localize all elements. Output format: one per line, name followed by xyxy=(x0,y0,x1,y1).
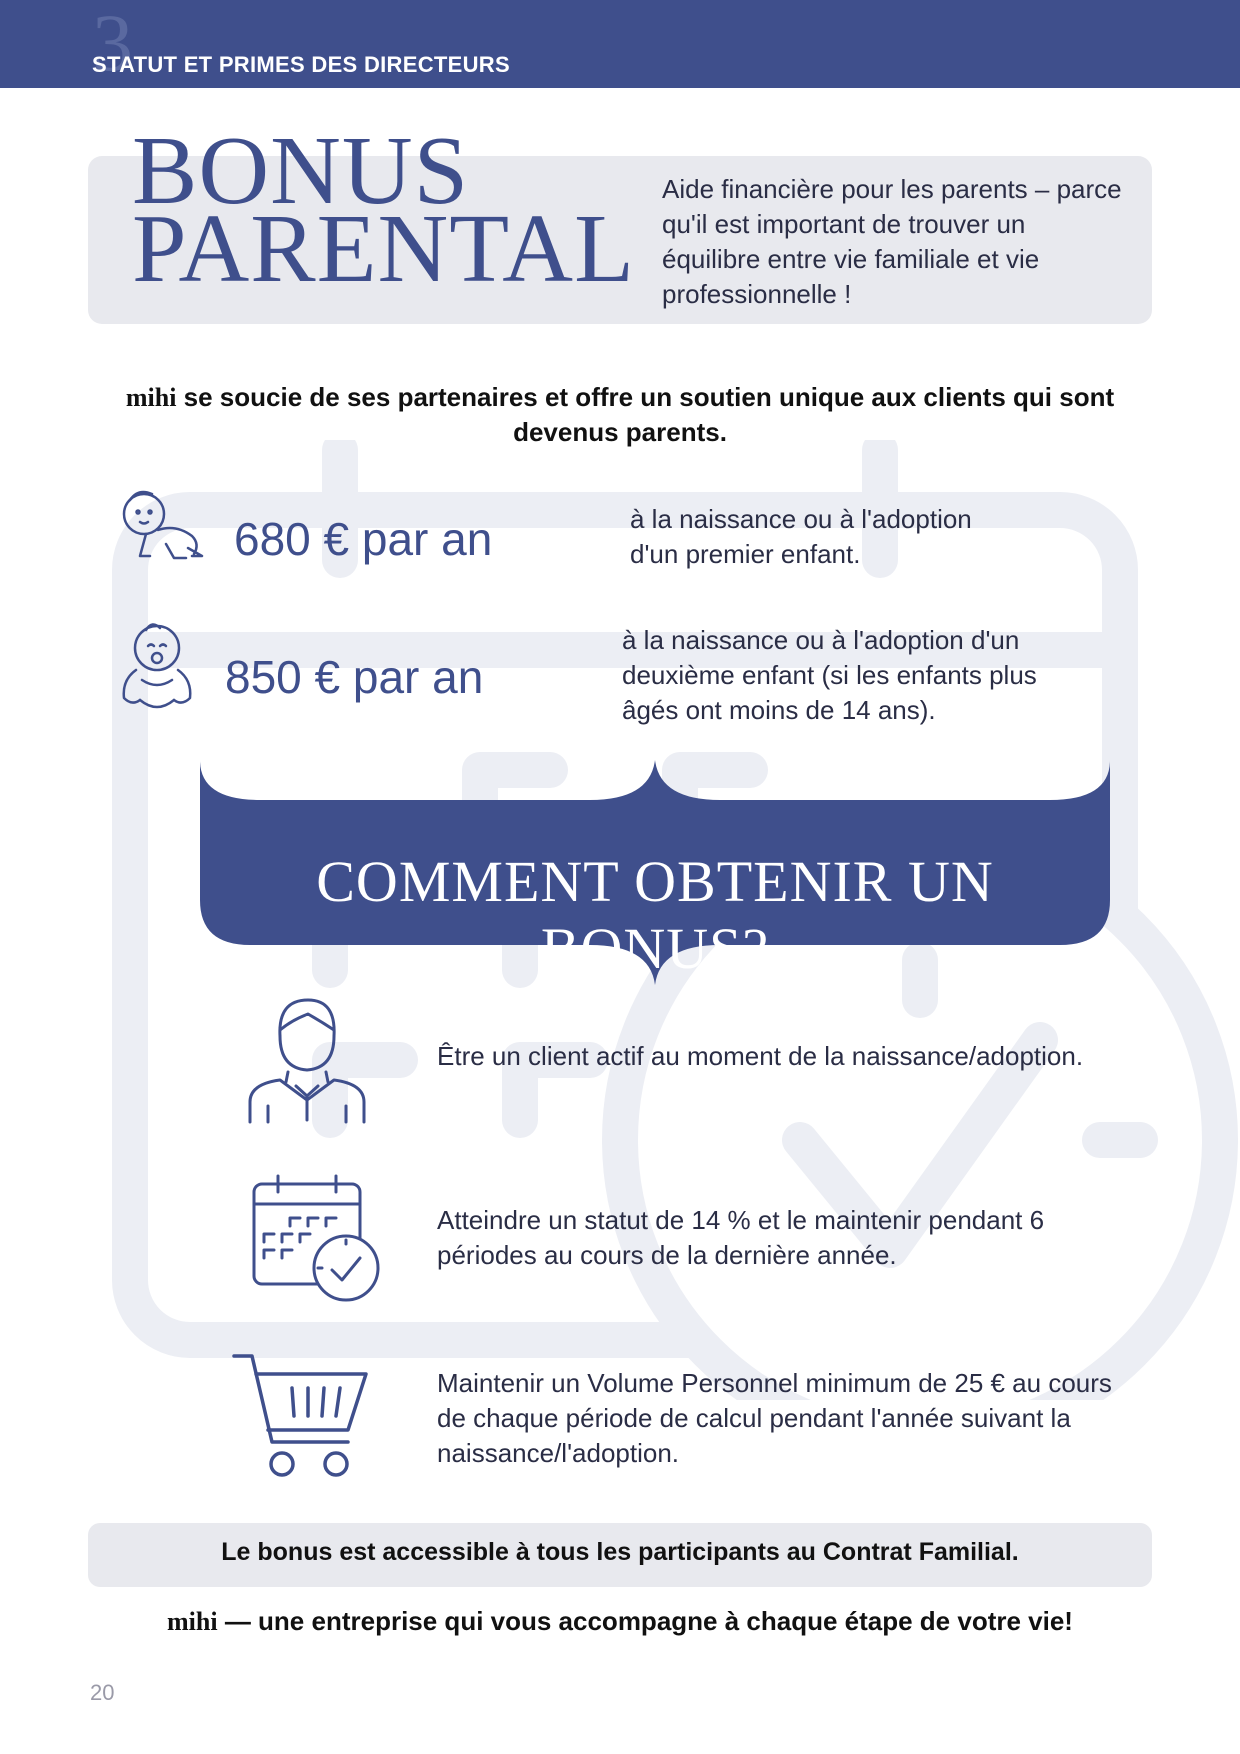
banner-title: COMMENT OBTENIR UN BONUS? xyxy=(316,849,994,981)
chapter-title: STATUT ET PRIMES DES DIRECTEURS xyxy=(92,52,510,77)
page-number: 20 xyxy=(90,1680,115,1705)
bonus-description-1: à la naissance ou à l'adoption d'un premier enfant. xyxy=(630,504,972,569)
hero-description: Aide financière pour les parents – parce qu'il est important de trouver un équilibre entre vie familiale et vie professionnelle ! xyxy=(662,174,1122,309)
brand-name: mihi xyxy=(167,1607,218,1636)
bonus-description-2: à la naissance ou à l'adoption d'un deuxième enfant (si les enfants plus âgés ont moins de 14 ans). xyxy=(622,625,1037,725)
bonus-amount-1: 680 € par an xyxy=(234,513,493,565)
closing-text xyxy=(80,1604,1160,1639)
requirement-3-text: Maintenir un Volume Personnel minimum de 25 € au cours de chaque période de calcul pendant l'année suivant la naissance/l'adoption. xyxy=(437,1368,1112,1468)
closing-body: — une entreprise qui vous accompagne à chaque étape de votre vie! xyxy=(217,1606,1073,1636)
calendar-clock-icon xyxy=(250,1172,382,1304)
requirement-1-text: Être un client actif au moment de la naissance/adoption. xyxy=(437,1041,1084,1071)
title-line-2: PARENTAL xyxy=(132,195,635,303)
bonus-amount-2: 850 € par an xyxy=(225,651,484,703)
chapter-number: 3 xyxy=(92,0,133,88)
brand-name: mihi xyxy=(125,383,177,412)
intro-text xyxy=(80,380,1160,450)
note-text: Le bonus est accessible à tous les participants au Contrat Familial. xyxy=(221,1538,1019,1566)
crawling-baby-icon xyxy=(116,486,212,572)
intro-body: se soucie de ses partenaires et offre un soutien unique aux clients qui sont devenus parents. xyxy=(176,382,1115,447)
page-title xyxy=(132,117,635,303)
client-person-icon xyxy=(244,994,370,1126)
baby-pacifier-icon xyxy=(114,620,200,714)
shopping-cart-icon xyxy=(232,1352,370,1480)
title-line-1: BONUS xyxy=(132,117,470,225)
requirement-2-text: Atteindre un statut de 14 % et le maintenir pendant 6 périodes au cours de la dernière année. xyxy=(437,1205,1045,1270)
